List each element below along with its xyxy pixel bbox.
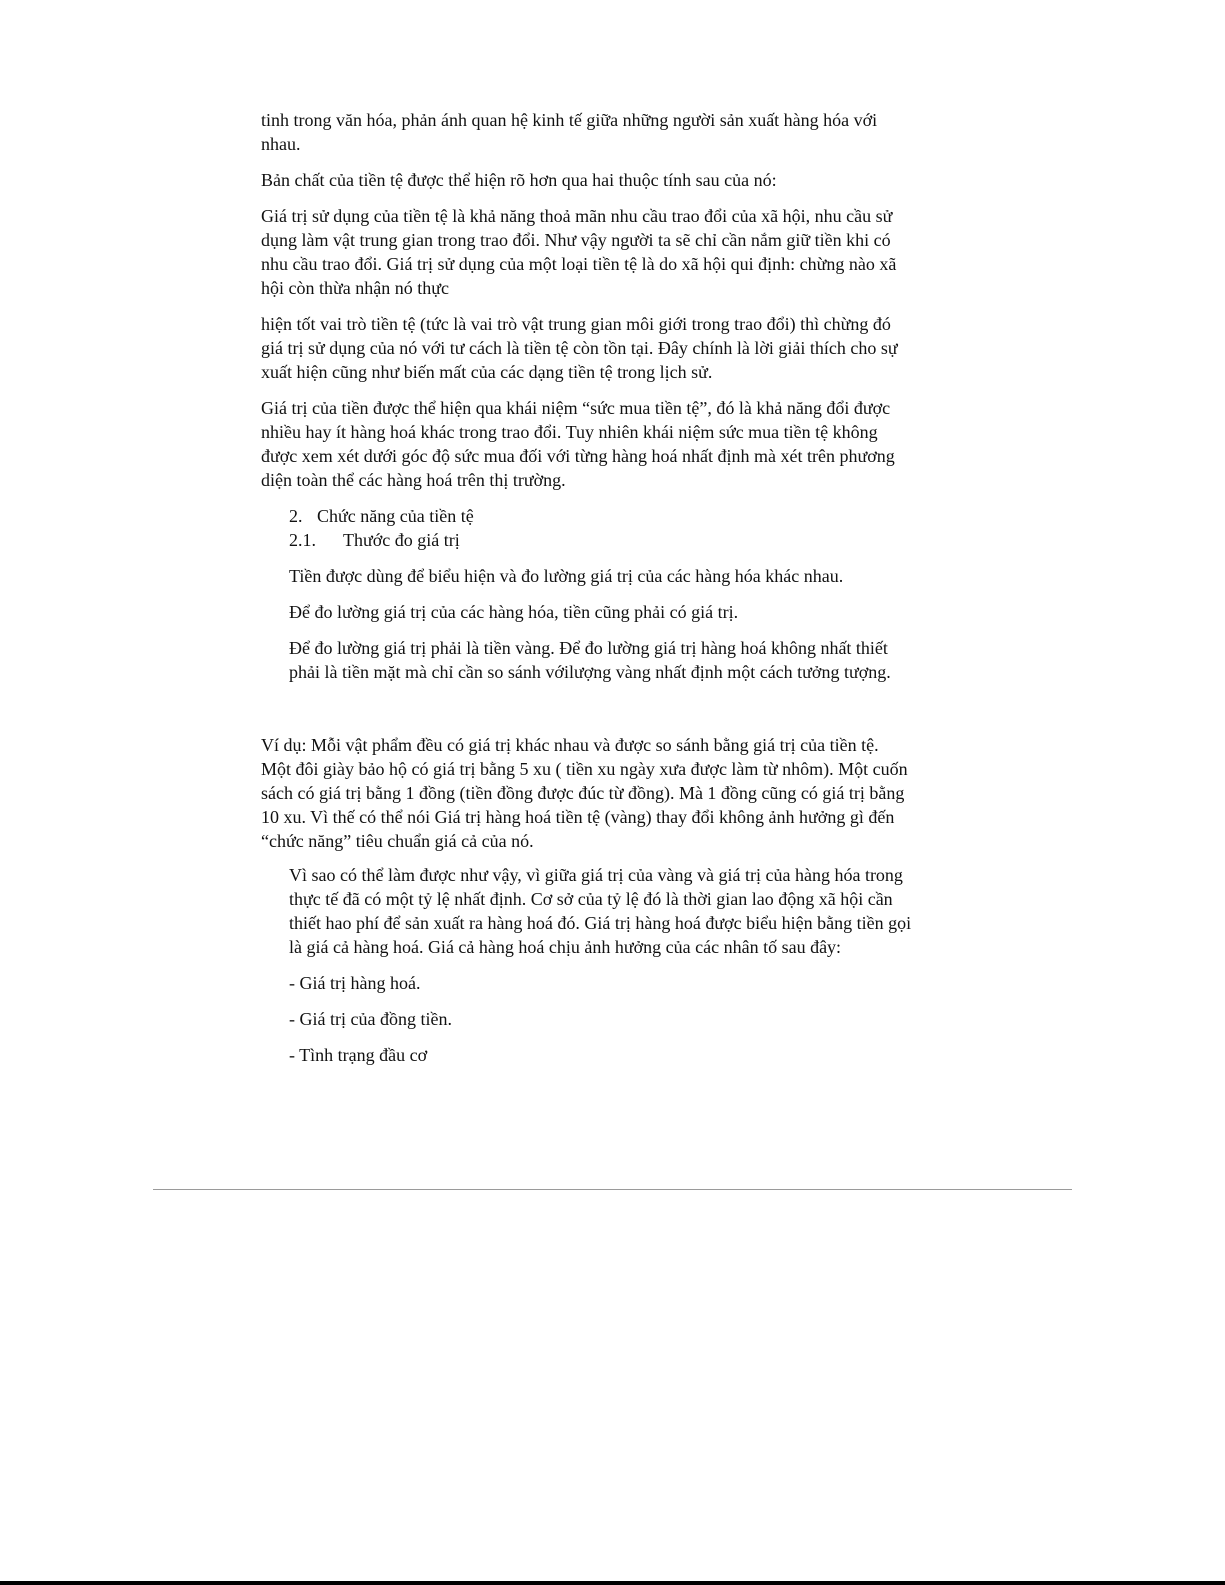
text-line: - Giá trị hàng hoá.	[289, 973, 421, 993]
page-bottom-border	[0, 1581, 1225, 1585]
section-number: 2.	[289, 506, 303, 526]
text-line: hiện tốt vai trò tiền tệ (tức là vai trò vật trung gian môi giới trong trao đổi) thì chừng đó	[261, 314, 891, 334]
text-line: “chức năng” tiêu chuẩn giá cả của nó.	[261, 831, 534, 851]
text-line: nhau.	[261, 134, 301, 154]
paragraph-10	[289, 636, 969, 684]
text-line: 10 xu. Vì thế có thể nói Giá trị hàng hoá tiền tệ (vàng) thay đổi không ảnh hưởng gì đến	[261, 807, 895, 827]
text-line: nhu cầu trao đổi. Giá trị sử dụng của một loại tiền tệ là do xã hội qui định: chừng nào xã	[261, 254, 897, 274]
paragraph-4	[261, 312, 961, 384]
text-line: thực tế đã có một tỷ lệ nhất định. Cơ sở của tỷ lệ đó là thời gian lao động xã hội cần	[289, 889, 893, 909]
text-line: phải là tiền mặt mà chỉ cần so sánh vớilượng vàng nhất định một cách tưởng tượng.	[289, 662, 891, 682]
text-line: - Tình trạng đầu cơ	[289, 1045, 428, 1065]
paragraph-3	[261, 204, 961, 300]
paragraph-9	[289, 600, 969, 624]
text-line: Một đôi giày bảo hộ có giá trị bằng 5 xu ( tiền xu ngày xưa được làm từ nhôm). Một cuốn	[261, 759, 908, 779]
section-title: Chức năng của tiền tệ	[317, 506, 474, 526]
text-line: hội còn thừa nhận nó thực	[261, 278, 449, 298]
subsection-number: 2.1.	[289, 530, 316, 550]
text-line: Để đo lường giá trị phải là tiền vàng. Để đo lường giá trị hàng hoá không nhất thiết	[289, 638, 888, 658]
text-line: Giá trị sử dụng của tiền tệ là khả năng thoả mãn nhu cầu trao đổi của xã hội, nhu cầu sử	[261, 206, 893, 226]
text-line: dụng làm vật trung gian trong trao đổi. Như vậy người ta sẽ chỉ cần nắm giữ tiền khi có	[261, 230, 891, 250]
paragraph-8	[289, 564, 969, 588]
paragraph-2	[261, 168, 961, 192]
text-line: tinh trong văn hóa, phản ánh quan hệ kinh tế giữa những người sản xuất hàng hóa với	[261, 110, 878, 130]
text-line: Vì sao có thể làm được như vậy, vì giữa giá trị của vàng và giá trị của hàng hóa trong	[289, 865, 903, 885]
page-separator-line	[153, 1189, 1072, 1190]
text-line: thiết hao phí để sản xuất ra hàng hoá đó. Giá trị hàng hoá được biểu hiện bằng tiền gọi	[289, 913, 912, 933]
text-line: được xem xét dưới góc độ sức mua đối với từng hàng hoá nhất định mà xét trên phương	[261, 446, 895, 466]
text-line: Ví dụ: Mỗi vật phẩm đều có giá trị khác nhau và được so sánh bằng giá trị của tiền tệ.	[261, 735, 879, 755]
text-line: là giá cả hàng hoá. Giá cả hàng hoá chịu ảnh hưởng của các nhân tố sau đây:	[289, 937, 842, 957]
text-line: Giá trị của tiền được thể hiện qua khái niệm “sức mua tiền tệ”, đó là khả năng đổi được	[261, 398, 891, 418]
text-line: diện toàn thể các hàng hoá trên thị trường.	[261, 470, 566, 490]
text-line: Tiền được dùng để biểu hiện và đo lường giá trị của các hàng hóa khác nhau.	[289, 566, 844, 586]
paragraph-5	[261, 396, 961, 492]
paragraph-12	[289, 863, 969, 959]
text-line: giá trị sử dụng của nó với tư cách là tiền tệ còn tồn tại. Đây chính là lời giải thích cho sự	[261, 338, 898, 358]
text-line: xuất hiện cũng như biến mất của các dạng tiền tệ trong lịch sử.	[261, 362, 713, 382]
subsection-title: Thước đo giá trị	[343, 530, 460, 550]
bullet-item	[289, 1007, 969, 1031]
text-line: nhiều hay ít hàng hoá khác trong trao đổi. Tuy nhiên khái niệm sức mua tiền tệ không	[261, 422, 878, 442]
bullet-item	[289, 1043, 969, 1067]
paragraph-1	[261, 108, 961, 156]
paragraph-11	[261, 733, 961, 853]
text-line: sách có giá trị bằng 1 đồng (tiền đồng được đúc từ đồng). Mà 1 đồng cũng có giá trị bằng	[261, 783, 905, 803]
text-line: Để đo lường giá trị của các hàng hóa, tiền cũng phải có giá trị.	[289, 602, 739, 622]
bullet-item	[289, 971, 969, 995]
section-heading	[289, 504, 969, 552]
text-line: Bản chất của tiền tệ được thể hiện rõ hơn qua hai thuộc tính sau của nó:	[261, 170, 777, 190]
text-line: - Giá trị của đồng tiền.	[289, 1009, 452, 1029]
